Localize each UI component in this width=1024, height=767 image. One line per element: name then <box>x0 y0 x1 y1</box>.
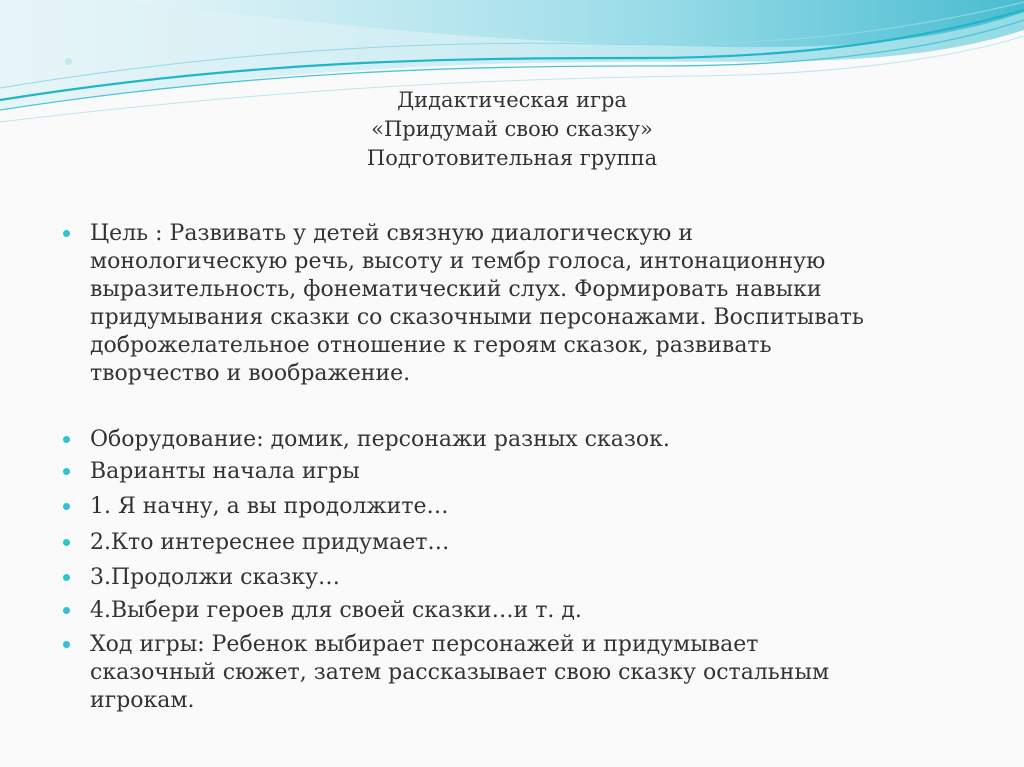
variant-bullet-icon <box>63 607 70 614</box>
goal-line: доброжелательное отношение к героям сказок, развивать <box>90 333 772 358</box>
variants-heading: Варианты начала игры <box>90 459 360 484</box>
goal-line: монологическую речь, высоту и тембр голоса, интонационную <box>90 249 826 274</box>
variant-bullet-icon <box>63 503 70 510</box>
gameplay-line: игрокам. <box>90 688 195 713</box>
title-line-2: «Придумай свою сказку» <box>371 117 653 141</box>
title-line-1: Дидактическая игра <box>397 88 627 112</box>
variant-item: 3.Продолжи сказку… <box>90 565 341 590</box>
goal-line: Цель : Развивать у детей связную диалогическую и <box>90 221 693 246</box>
variant-bullet-icon <box>63 574 70 581</box>
equipment-item: Оборудование: домик, персонажи разных сказок. <box>90 427 670 452</box>
gameplay-line: Ход игры: Ребенок выбирает персонажей и придумывает <box>90 632 759 657</box>
title-line-3: Подготовительная группа <box>366 146 658 170</box>
goal-line: творчество и воображение. <box>90 361 411 386</box>
variant-item: 4.Выбери героев для своей сказки…и т. д. <box>90 598 582 623</box>
goal-paragraph <box>90 220 864 388</box>
gameplay-bullet-icon <box>63 641 70 648</box>
goal-line: придумывания сказки со сказочными персонажами. Воспитывать <box>90 305 864 330</box>
page-title <box>330 86 694 173</box>
goal-bullet-icon <box>63 230 70 237</box>
goal-line: выразительность, фонематический слух. Формировать навыки <box>90 277 822 302</box>
empty-bullet-icon <box>65 58 72 65</box>
gameplay-paragraph <box>90 631 829 715</box>
variant-item: 1. Я начну, а вы продолжите… <box>90 494 449 519</box>
variant-bullet-icon <box>63 539 70 546</box>
gameplay-line: сказочный сюжет, затем рассказывает свою сказку остальным <box>90 660 830 685</box>
variants-heading-bullet-icon <box>63 468 70 475</box>
equipment-bullet-icon <box>63 436 70 443</box>
variant-item: 2.Кто интереснее придумает… <box>90 530 450 555</box>
